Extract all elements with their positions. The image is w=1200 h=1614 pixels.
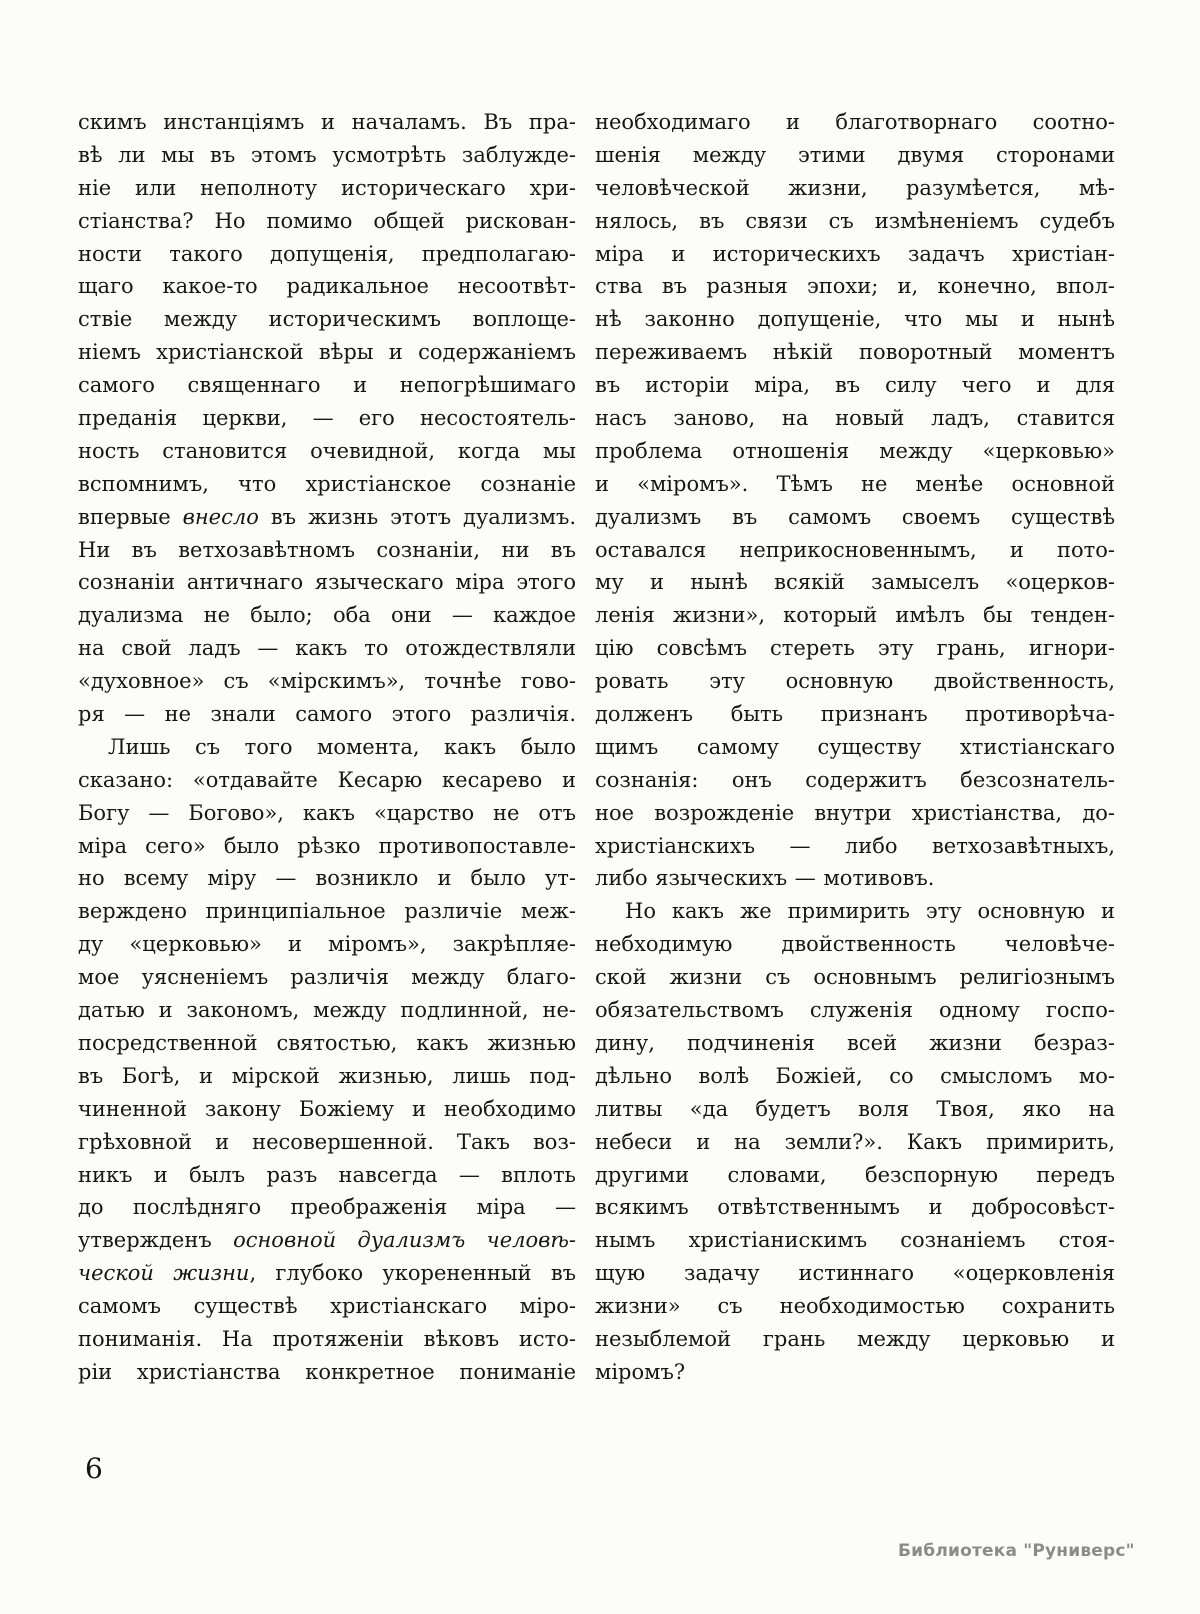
text-line: человѣческой жизни, разумѣется, мѣ- [595, 175, 1115, 200]
text-line: посредственной святостью, какъ жизнью [78, 1030, 576, 1055]
text-line: необходимаго и благотворнаго соотно- [595, 110, 1115, 134]
text-line: Ни въ ветхозавѣтномъ сознаніи, ни въ [78, 537, 576, 562]
text-line: либо языческихъ — мотивовъ. [595, 866, 935, 891]
text-line: сознаніи античнаго языческаго міра этого [78, 570, 576, 595]
text-line: ность становится очевидной, когда мы [78, 438, 576, 463]
text-line: дину, подчиненія всей жизни безраз- [595, 1030, 1115, 1055]
text-line: ческой жизни, глубоко укорененный въ [78, 1261, 577, 1286]
text-line: въ Богѣ, и мірской жизнью, лишь под- [78, 1063, 576, 1088]
text-line: ленія жизни», который имѣлъ бы тенден- [595, 603, 1115, 628]
text-column-left [78, 106, 576, 1389]
text-line: дуализма не было; оба они — каждое [78, 603, 576, 628]
text-line: му и нынѣ всякій замыселъ «оцерков- [595, 570, 1115, 595]
text-line: ніемъ христіанской вѣры и содержаніемъ [78, 340, 576, 365]
text-line: долженъ быть признанъ противорѣча- [595, 702, 1115, 727]
text-line: самомъ существѣ христіанскаго міро- [78, 1294, 576, 1319]
text-line: христіанскихъ — либо ветхозавѣтныхъ, [595, 833, 1115, 858]
text-line: жизни» съ необходимостью сохранить [595, 1294, 1115, 1319]
text-line: литвы «да будетъ воля Твоя, яко на [595, 1096, 1115, 1121]
text-line: но всему міру — возникло и было ут- [78, 866, 576, 891]
text-line: небеси и на земли?». Какъ примирить, [595, 1129, 1115, 1154]
text-line: ской жизни съ основнымъ религіознымъ [595, 965, 1115, 990]
text-line: ніе или неполноту историческаго хри- [78, 175, 576, 200]
text-line: обязательствомъ служенія одному госпо- [595, 998, 1115, 1023]
text-line: нѣ законно допущеніе, что мы и нынѣ [595, 307, 1115, 332]
text-line: пониманія. На протяженіи вѣковъ исто- [78, 1326, 576, 1351]
text-line: незыблемой грань между церковью и [595, 1326, 1115, 1351]
text-line: Но какъ же примирить эту основную и [625, 899, 1115, 924]
text-line: чиненной закону Божіему и необходимо [78, 1096, 576, 1121]
watermark: Библиотека "Руниверс" [898, 1541, 1135, 1561]
text-line: ствіе между историческимъ воплоще- [78, 307, 576, 332]
text-line: шенія между этими двумя сторонами [595, 142, 1115, 167]
text-line: въ исторіи міра, въ силу чего и для [595, 373, 1115, 398]
text-line: мое уясненіемъ различія между благо- [78, 965, 576, 990]
text-column-right [595, 106, 1115, 1389]
italic-text: ческой жизни [78, 1261, 250, 1286]
text-line: другими словами, безспорную передъ [595, 1162, 1115, 1187]
text-line: ря — не знали самого этого различія. [78, 702, 576, 727]
text-line: утвержденъ основной дуализмъ человѣ- [78, 1228, 576, 1253]
text-line: міра сего» было рѣзко противопоставле- [78, 833, 576, 858]
text-line: небходимую двойственность человѣче- [595, 932, 1115, 957]
text-line: стіанства? Но помимо общей рискован- [78, 208, 576, 233]
text-line: проблема отношенія между «церковью» [595, 438, 1115, 463]
text-line: самого священнаго и непогрѣшимаго [78, 373, 576, 398]
text-line: и «міромъ». Тѣмъ не менѣе основной [595, 471, 1115, 496]
text-line: Богу — Богово», какъ «царство не отъ [78, 800, 576, 825]
text-line: верждено принципіальное различіе меж- [78, 899, 576, 924]
text-line: щую задачу истиннаго «оцерковленія [595, 1261, 1115, 1286]
text-line: вѣ ли мы въ этомъ усмотрѣть заблужде- [78, 142, 576, 167]
text-line: ріи христіанства конкретное пониманіе [78, 1359, 576, 1384]
page-number: 6 [85, 1452, 103, 1485]
text-line: датью и закономъ, между подлинной, не- [78, 998, 576, 1023]
text-line: міромъ? [595, 1359, 686, 1384]
text-line: преданія церкви, — его несостоятель- [78, 406, 576, 431]
text-line: цію совсѣмъ стереть эту грань, игнори- [595, 636, 1115, 661]
text-line: сказано: «отдавайте Кесарю кесарево и [78, 767, 576, 792]
text-line: оставался неприкосновеннымъ, и пото- [595, 537, 1115, 562]
text-line: щаго какое-то радикальное несоотвѣт- [78, 274, 576, 299]
text-line: скимъ инстанціямъ и началамъ. Въ пра- [78, 110, 576, 134]
text-line: ства въ разныя эпохи; и, конечно, впол- [595, 274, 1115, 299]
text-line: никъ и былъ разъ навсегда — вплоть [78, 1162, 576, 1187]
text-line: до послѣдняго преображенія міра — [78, 1195, 576, 1220]
text-line: всякимъ отвѣтственнымъ и добросовѣст- [595, 1195, 1115, 1220]
text-line: дуализмъ въ самомъ своемъ существѣ [595, 504, 1115, 529]
text-line: щимъ самому существу хтистіанскаго [595, 734, 1115, 759]
text-line: нымъ христіанискимъ сознаніемъ стоя- [595, 1228, 1115, 1253]
text-line: «духовное» съ «мірскимъ», точнѣе гово- [78, 669, 576, 694]
text-line: сознанія: онъ содержитъ безсознатель- [595, 767, 1115, 792]
text-line: насъ заново, на новый ладъ, ставится [595, 406, 1115, 431]
text-line: ровать эту основную двойственность, [595, 669, 1115, 694]
italic-text: внесло [182, 504, 259, 529]
italic-text: основной дуализмъ человѣ- [233, 1228, 576, 1253]
text-line: грѣховной и несовершенной. Такъ воз- [78, 1129, 576, 1154]
text-line: переживаемъ нѣкій поворотный моментъ [595, 340, 1115, 365]
text-line: дѣльно волѣ Божіей, со смысломъ мо- [595, 1063, 1115, 1088]
text-line: ду «церковью» и міромъ», закрѣпляе- [78, 932, 576, 957]
text-line: впервые внесло въ жизнь этотъ дуализмъ. [78, 504, 576, 529]
text-line: ное возрожденіе внутри христіанства, до- [595, 800, 1115, 825]
text-line: нялось, въ связи съ измѣненіемъ судебъ [595, 208, 1115, 233]
text-line: Лишь съ того момента, какъ было [108, 734, 576, 759]
text-line: на свой ладъ — какъ то отождествляли [78, 636, 576, 661]
text-line: вспомнимъ, что христіанское сознаніе [78, 471, 576, 496]
text-line: міра и историческихъ задачъ христіан- [595, 241, 1115, 266]
text-line: ности такого допущенія, предполагаю- [78, 241, 576, 266]
